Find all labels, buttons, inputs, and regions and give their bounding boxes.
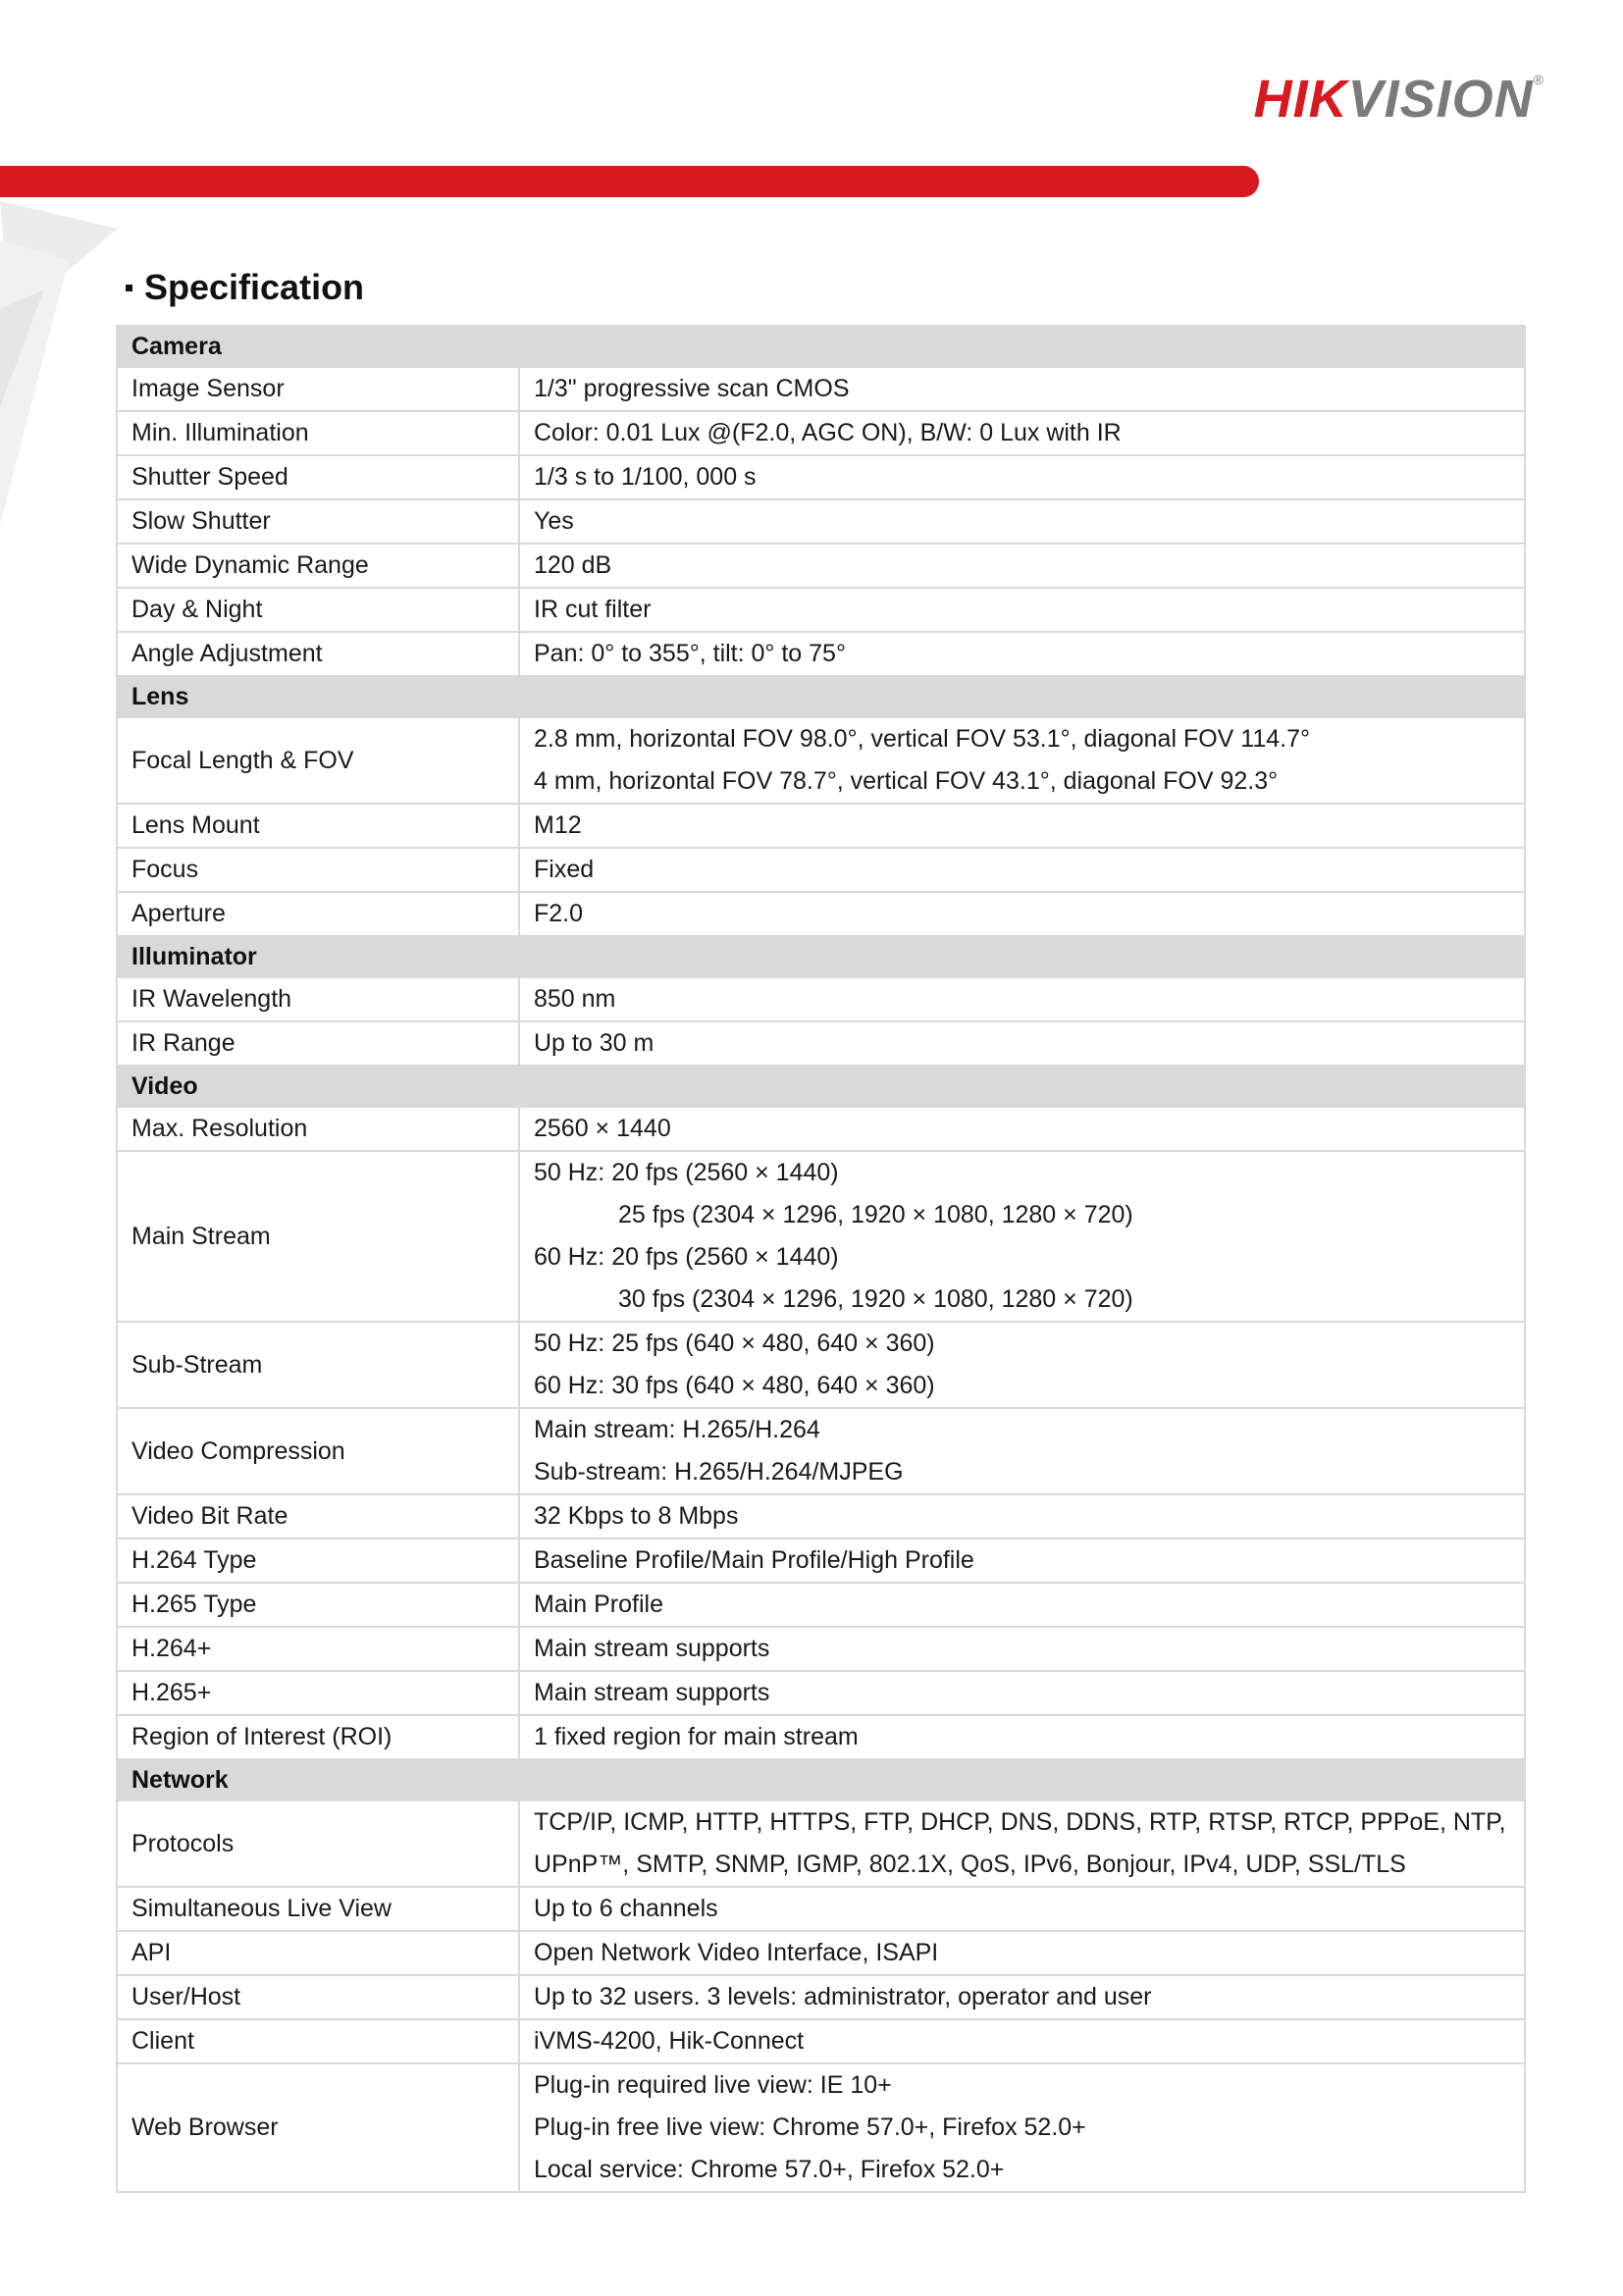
section-title: Camera — [117, 326, 1525, 367]
spec-value — [519, 2063, 1525, 2192]
spec-value — [519, 411, 1525, 455]
spec-value-line: 1/3" progressive scan CMOS — [534, 375, 850, 402]
spec-value — [519, 1583, 1525, 1627]
spec-value — [519, 1975, 1525, 2019]
spec-label: Focal Length & FOV — [117, 717, 519, 804]
spec-value-line: Up to 32 users. 3 levels: administrator, operator and user — [534, 1983, 1152, 2010]
spec-value-line: 1 fixed region for main stream — [534, 1723, 859, 1750]
table-row — [117, 1151, 1525, 1322]
spec-value — [519, 632, 1525, 676]
spec-value-line: 120 dB — [534, 551, 612, 579]
spec-label: Region of Interest (ROI) — [117, 1715, 519, 1759]
spec-label: IR Range — [117, 1021, 519, 1066]
spec-value — [519, 1627, 1525, 1671]
spec-value — [519, 1408, 1525, 1494]
section-header-row — [117, 936, 1525, 977]
spec-value-line: 850 nm — [534, 985, 616, 1013]
table-row — [117, 1107, 1525, 1151]
spec-value-line: UPnP™, SMTP, SNMP, IGMP, 802.1X, QoS, IPv6, Bonjour, IPv4, UDP, SSL/TLS — [534, 1851, 1406, 1878]
spec-value-line: TCP/IP, ICMP, HTTP, HTTPS, FTP, DHCP, DNS, DDNS, RTP, RTSP, RTCP, PPPoE, NTP, — [534, 1808, 1506, 1836]
spec-value — [519, 367, 1525, 411]
section-title: Network — [117, 1759, 1525, 1800]
spec-value-line: iVMS-4200, Hik-Connect — [534, 2027, 805, 2055]
spec-value — [519, 977, 1525, 1021]
spec-value — [519, 1887, 1525, 1931]
section-title: Lens — [117, 676, 1525, 717]
spec-label: Sub-Stream — [117, 1322, 519, 1408]
spec-value-line: Main stream: H.265/H.264 — [534, 1416, 820, 1443]
table-row — [117, 1627, 1525, 1671]
spec-value-line: 30 fps (2304 × 1296, 1920 × 1080, 1280 × 720) — [618, 1285, 1133, 1313]
table-row — [117, 1494, 1525, 1539]
table-row — [117, 455, 1525, 499]
spec-value-line: Sub-stream: H.265/H.264/MJPEG — [534, 1458, 904, 1486]
section-title: Video — [117, 1066, 1525, 1107]
spec-value-line: 32 Kbps to 8 Mbps — [534, 1502, 739, 1530]
spec-value-line: 50 Hz: 25 fps (640 × 480, 640 × 360) — [534, 1330, 935, 1357]
spec-value-line: 50 Hz: 20 fps (2560 × 1440) — [534, 1159, 839, 1186]
spec-value — [519, 892, 1525, 936]
table-row — [117, 848, 1525, 892]
spec-label: Day & Night — [117, 588, 519, 632]
logo-text-vision: VISION — [1347, 70, 1534, 129]
table-row — [117, 1887, 1525, 1931]
spec-label: Slow Shutter — [117, 499, 519, 544]
spec-value-line: 2.8 mm, horizontal FOV 98.0°, vertical FOV 53.1°, diagonal FOV 114.7° — [534, 725, 1311, 753]
spec-value-line: 60 Hz: 30 fps (640 × 480, 640 × 360) — [534, 1372, 935, 1399]
table-row — [117, 411, 1525, 455]
table-row — [117, 1322, 1525, 1408]
table-row — [117, 2019, 1525, 2063]
spec-value — [519, 2019, 1525, 2063]
table-row — [117, 632, 1525, 676]
table-row — [117, 1715, 1525, 1759]
spec-label: Web Browser — [117, 2063, 519, 2192]
section-header-row — [117, 1066, 1525, 1107]
heading-text: Specification — [144, 267, 365, 307]
spec-label: User/Host — [117, 1975, 519, 2019]
specification-table — [116, 325, 1526, 2193]
spec-value — [519, 804, 1525, 848]
spec-value — [519, 1715, 1525, 1759]
spec-label: Video Compression — [117, 1408, 519, 1494]
section-header-row — [117, 1759, 1525, 1800]
spec-label: Main Stream — [117, 1151, 519, 1322]
spec-value-line: Main Profile — [534, 1591, 663, 1618]
spec-value-line: M12 — [534, 811, 582, 839]
table-row — [117, 804, 1525, 848]
decorative-triangles — [0, 201, 128, 525]
spec-value-line: Fixed — [534, 856, 595, 883]
logo-text-hik: HIK — [1253, 70, 1348, 129]
spec-value-line: Baseline Profile/Main Profile/High Profile — [534, 1546, 974, 1574]
spec-value-line: Pan: 0° to 355°, tilt: 0° to 75° — [534, 640, 846, 667]
table-row — [117, 892, 1525, 936]
spec-value-line: Plug-in required live view: IE 10+ — [534, 2071, 892, 2099]
spec-value — [519, 1322, 1525, 1408]
table-row — [117, 2063, 1525, 2192]
spec-value — [519, 1021, 1525, 1066]
spec-label: Lens Mount — [117, 804, 519, 848]
spec-label: Wide Dynamic Range — [117, 544, 519, 588]
table-row — [117, 1975, 1525, 2019]
spec-value-line: F2.0 — [534, 900, 584, 927]
section-header-row — [117, 676, 1525, 717]
table-row — [117, 1583, 1525, 1627]
spec-label: IR Wavelength — [117, 977, 519, 1021]
header-red-bar — [0, 166, 1259, 197]
table-row — [117, 1931, 1525, 1975]
spec-value — [519, 1151, 1525, 1322]
table-row — [117, 1671, 1525, 1715]
spec-label: Aperture — [117, 892, 519, 936]
spec-label: H.265 Type — [117, 1583, 519, 1627]
spec-label: API — [117, 1931, 519, 1975]
table-row — [117, 499, 1525, 544]
table-row — [117, 717, 1525, 804]
spec-value — [519, 588, 1525, 632]
table-row — [117, 1408, 1525, 1494]
hikvision-logo — [1253, 70, 1544, 129]
spec-value-line: IR cut filter — [534, 596, 652, 623]
spec-value-line: Up to 30 m — [534, 1029, 654, 1057]
spec-value-line: Plug-in free live view: Chrome 57.0+, Firefox 52.0+ — [534, 2113, 1086, 2141]
spec-label: Image Sensor — [117, 367, 519, 411]
spec-value — [519, 499, 1525, 544]
spec-label: Shutter Speed — [117, 455, 519, 499]
logo-registered-mark: ® — [1533, 72, 1544, 87]
spec-label: Video Bit Rate — [117, 1494, 519, 1539]
spec-value-line: 1/3 s to 1/100, 000 s — [534, 463, 757, 491]
table-row — [117, 588, 1525, 632]
spec-value-line: Main stream supports — [534, 1679, 770, 1706]
heading-bullet — [126, 285, 132, 291]
spec-label: Focus — [117, 848, 519, 892]
spec-value-line: 25 fps (2304 × 1296, 1920 × 1080, 1280 × 720) — [618, 1201, 1133, 1228]
section-header-row — [117, 326, 1525, 367]
section-title: Illuminator — [117, 936, 1525, 977]
table-row — [117, 1021, 1525, 1066]
spec-value-line: Yes — [534, 507, 574, 535]
spec-label: H.264+ — [117, 1627, 519, 1671]
spec-value — [519, 1800, 1525, 1887]
spec-value — [519, 1107, 1525, 1151]
spec-label: Min. Illumination — [117, 411, 519, 455]
table-row — [117, 367, 1525, 411]
spec-value — [519, 455, 1525, 499]
spec-label: Protocols — [117, 1800, 519, 1887]
spec-label: H.265+ — [117, 1671, 519, 1715]
table-row — [117, 544, 1525, 588]
spec-value-line: 4 mm, horizontal FOV 78.7°, vertical FOV 43.1°, diagonal FOV 92.3° — [534, 767, 1279, 795]
spec-label: Simultaneous Live View — [117, 1887, 519, 1931]
spec-label: Angle Adjustment — [117, 632, 519, 676]
spec-value-line: Up to 6 channels — [534, 1895, 718, 1922]
spec-value — [519, 1671, 1525, 1715]
spec-value-line: Open Network Video Interface, ISAPI — [534, 1939, 939, 1966]
spec-value — [519, 1931, 1525, 1975]
page-heading — [126, 267, 364, 308]
spec-value — [519, 717, 1525, 804]
spec-value — [519, 1539, 1525, 1583]
spec-label: Max. Resolution — [117, 1107, 519, 1151]
spec-label: Client — [117, 2019, 519, 2063]
spec-label: H.264 Type — [117, 1539, 519, 1583]
spec-value-line: 60 Hz: 20 fps (2560 × 1440) — [534, 1243, 839, 1271]
spec-value-line: Color: 0.01 Lux @(F2.0, AGC ON), B/W: 0 Lux with IR — [534, 419, 1122, 446]
spec-value — [519, 1494, 1525, 1539]
table-row — [117, 1800, 1525, 1887]
spec-value — [519, 848, 1525, 892]
spec-value-line: Local service: Chrome 57.0+, Firefox 52.0+ — [534, 2156, 1005, 2183]
spec-value — [519, 544, 1525, 588]
table-row — [117, 1539, 1525, 1583]
spec-value-line: Main stream supports — [534, 1635, 770, 1662]
spec-value-line: 2560 × 1440 — [534, 1115, 671, 1142]
table-row — [117, 977, 1525, 1021]
